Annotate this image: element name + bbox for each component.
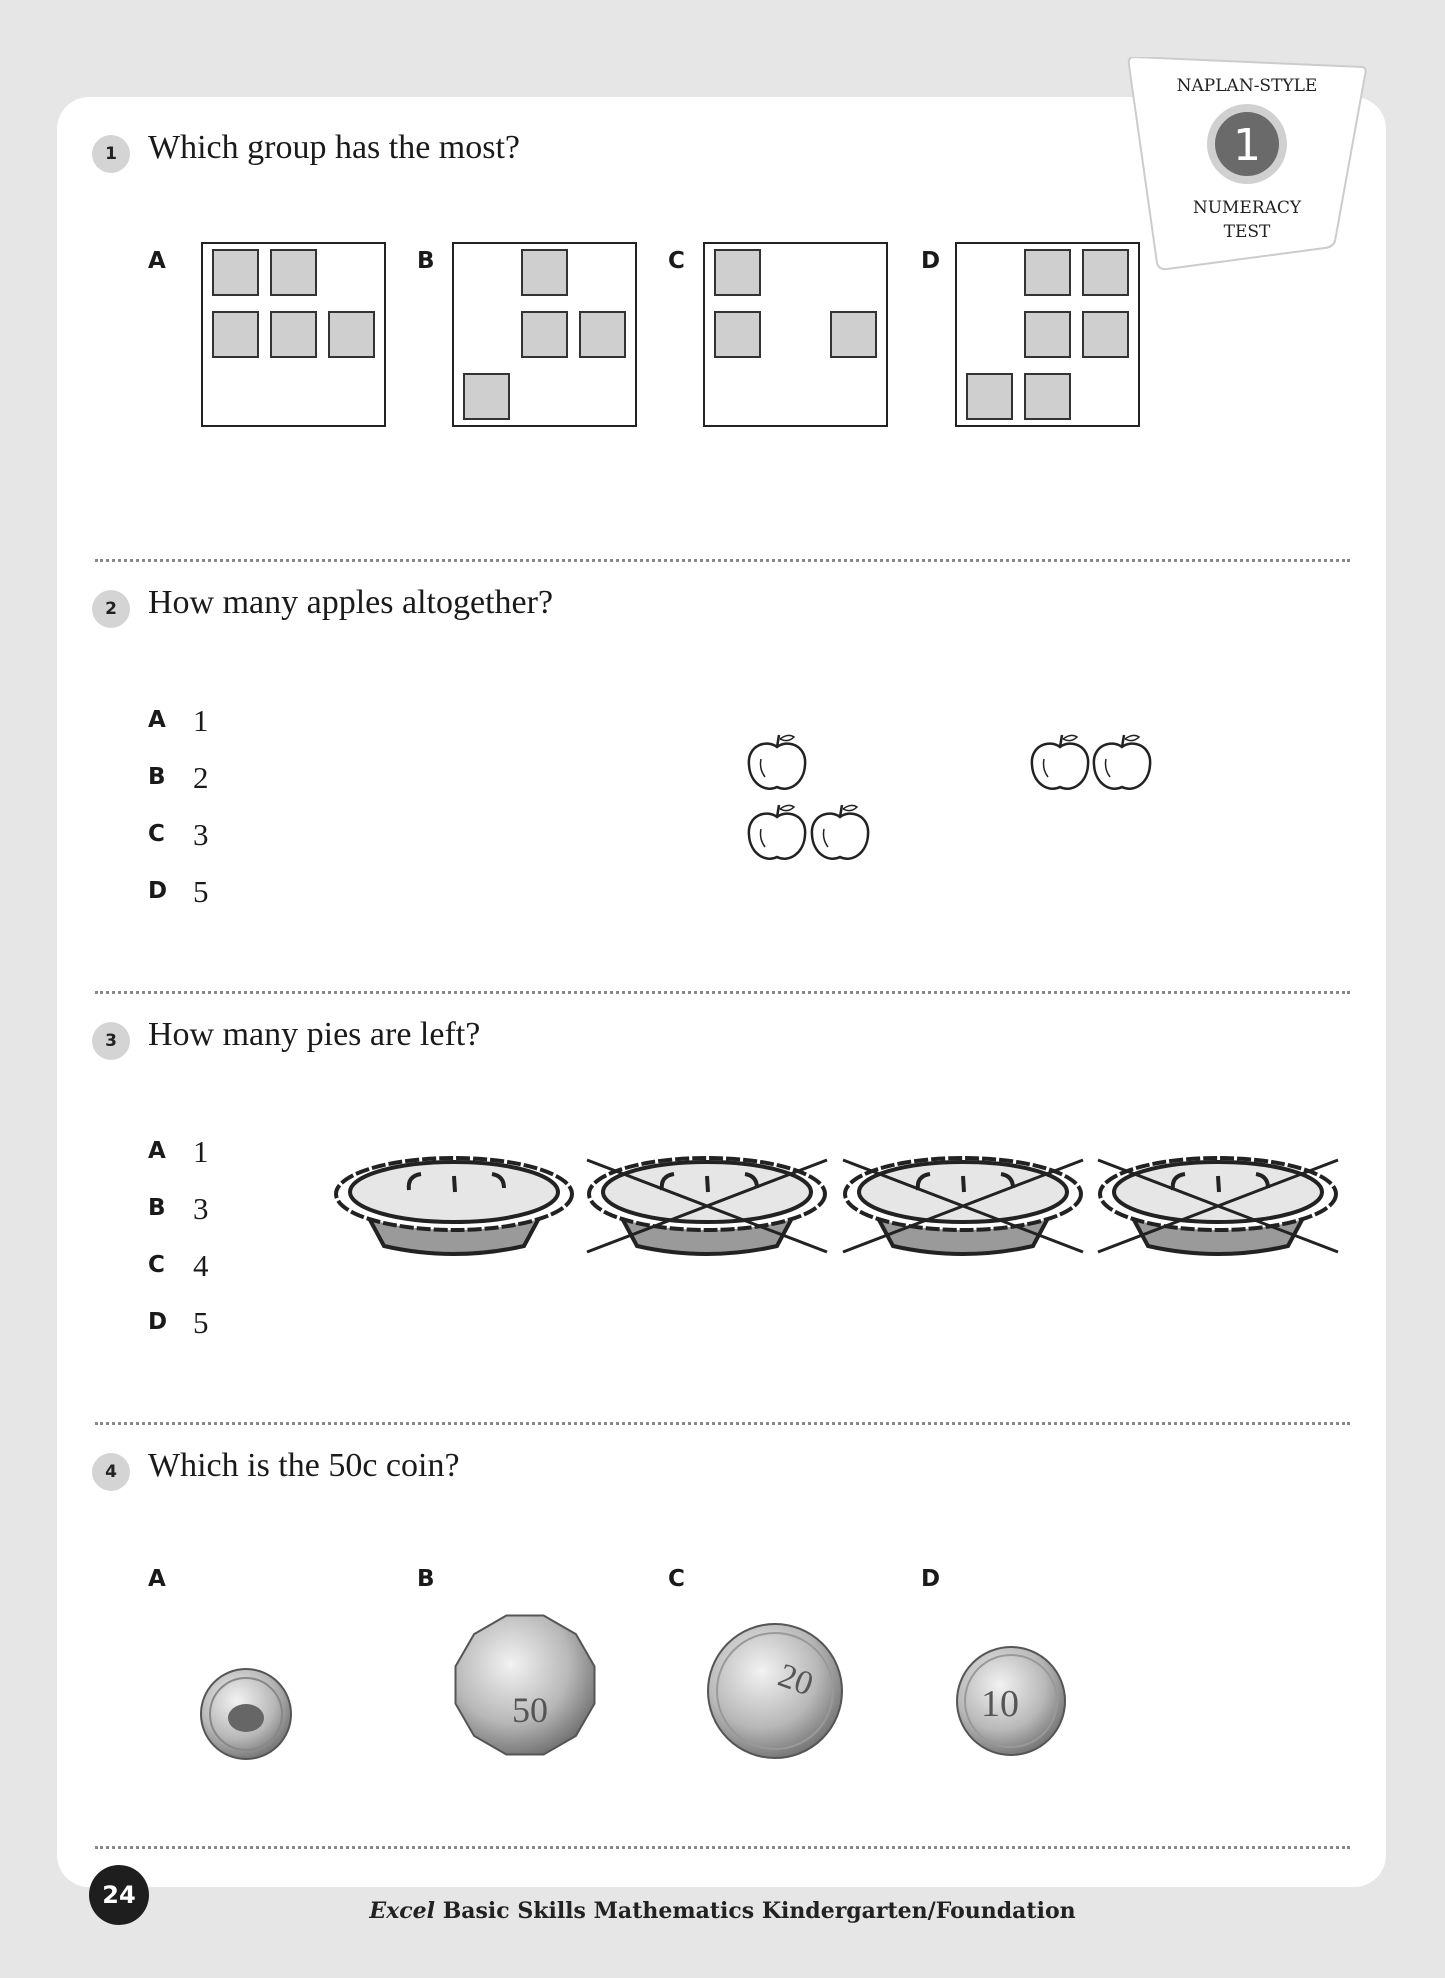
option-a-value[interactable]: 1 <box>193 1134 209 1169</box>
question-text: Which is the 50c coin? <box>148 1447 460 1484</box>
option-c-value[interactable]: 3 <box>193 817 209 852</box>
option-b-label[interactable]: B <box>148 1195 166 1221</box>
option-b-label[interactable]: B <box>148 764 166 790</box>
coin-5c[interactable] <box>201 1669 291 1759</box>
option-d-label[interactable]: D <box>921 248 941 274</box>
coin-50c[interactable] <box>456 1616 595 1755</box>
badge-line2: TEST <box>1223 222 1271 242</box>
option-a-label[interactable]: A <box>148 1566 166 1592</box>
option-c-label[interactable]: C <box>668 248 685 274</box>
option-a-label[interactable]: A <box>148 1138 166 1164</box>
option-c-label[interactable]: C <box>148 1252 165 1278</box>
coin-20c[interactable] <box>708 1624 842 1758</box>
question-text: How many apples altogether? <box>148 584 554 621</box>
option-d-label[interactable]: D <box>921 1566 941 1592</box>
badge-line1: NUMERACY <box>1192 198 1302 218</box>
footer-title <box>0 1898 1445 1924</box>
question-number: 2 <box>92 590 130 628</box>
option-b-value[interactable]: 2 <box>193 760 209 795</box>
option-b-label[interactable]: B <box>417 248 435 274</box>
question-number: 4 <box>92 1453 130 1491</box>
option-c-value[interactable]: 4 <box>193 1248 209 1283</box>
option-d-label[interactable]: D <box>148 878 168 904</box>
option-b-value[interactable]: 3 <box>193 1191 209 1226</box>
svg-text:10: 10 <box>981 1683 1019 1725</box>
option-a-label[interactable]: A <box>148 248 166 274</box>
coin-10c[interactable] <box>957 1647 1065 1755</box>
badge-number: 1 <box>1233 120 1261 171</box>
divider <box>95 1846 1350 1849</box>
question-number: 1 <box>92 135 130 173</box>
option-c-label[interactable]: C <box>668 1566 685 1592</box>
svg-text:20: 20 <box>773 1656 818 1704</box>
question-text: Which group has the most? <box>148 129 521 166</box>
question-text: How many pies are left? <box>148 1016 481 1053</box>
footer-brand: Excel <box>369 1898 436 1924</box>
badge-title: NAPLAN-STYLE <box>1176 76 1318 96</box>
option-d-value[interactable]: 5 <box>193 874 209 909</box>
footer-text: Basic Skills Mathematics Kindergarten/Foundation <box>442 1898 1076 1924</box>
option-a-label[interactable]: A <box>148 707 166 733</box>
option-c-label[interactable]: C <box>148 821 165 847</box>
option-d-value[interactable]: 5 <box>193 1305 209 1340</box>
svg-text:50: 50 <box>512 1690 548 1730</box>
option-b-label[interactable]: B <box>417 1566 435 1592</box>
question-number: 3 <box>92 1022 130 1060</box>
option-a-value[interactable]: 1 <box>193 703 209 738</box>
page-number: 24 <box>89 1865 149 1925</box>
option-d-label[interactable]: D <box>148 1309 168 1335</box>
